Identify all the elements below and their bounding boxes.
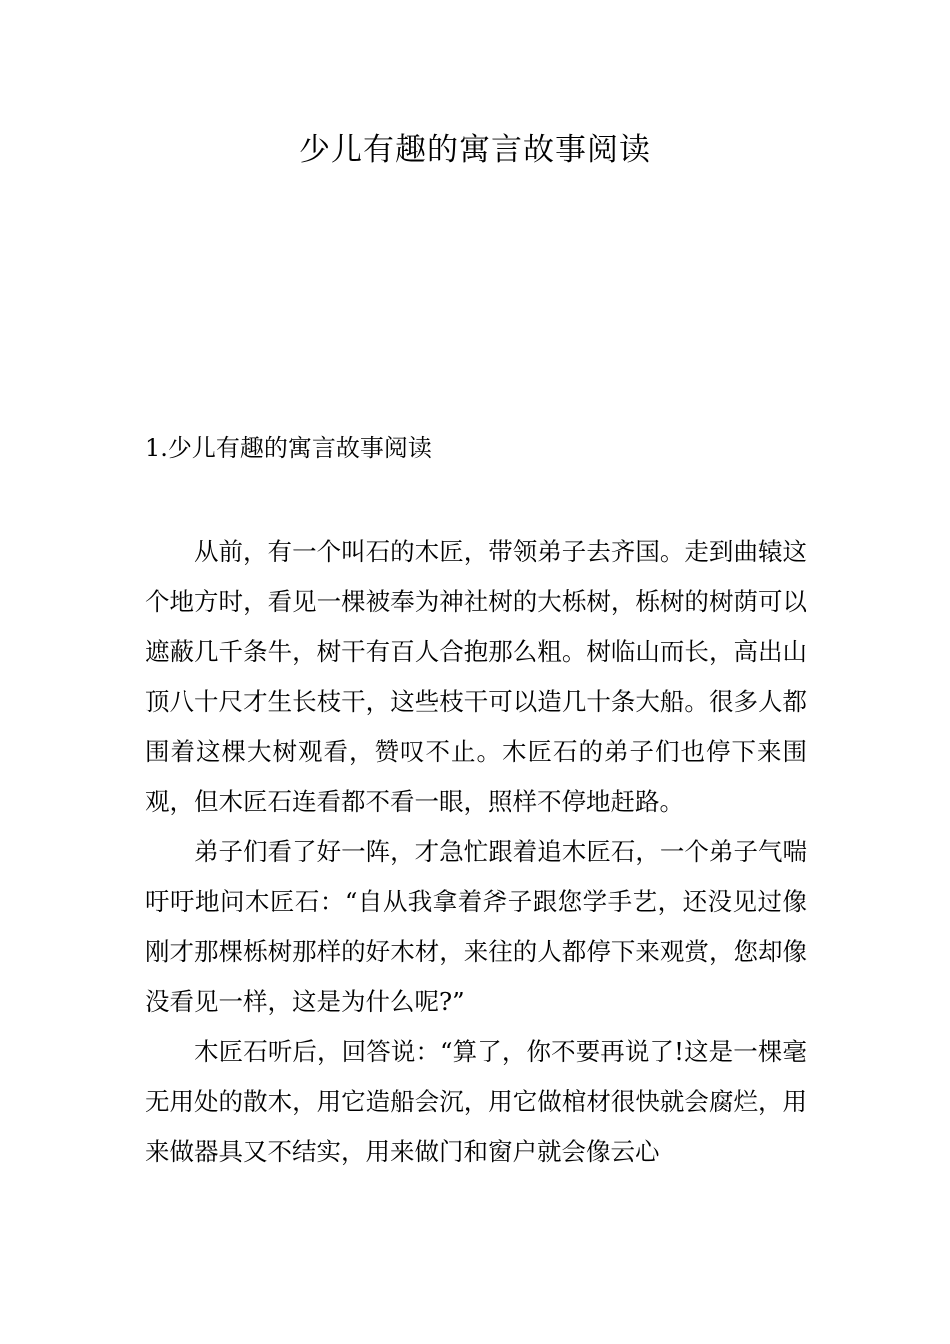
- story-paragraph: 从前，有一个叫石的木匠，带领弟子去齐国。走到曲辕这个地方时，看见一棵被奉为神社树的大栎树，栎树的树荫可以遮蔽几千条牛，树干有百人合抱那么粗。树临山而长，高出山顶八十尺才生长枝干，这些枝干可以造几十条大船。很多人都围着这棵大树观看，赞叹不止。木匠石的弟子们也停下来围观，但木匠石连看都不看一眼，照样不停地赶路。: [145, 537, 807, 816]
- story-paragraph: 弟子们看了好一阵，才急忙跟着追木匠石，一个弟子气喘吁吁地问木匠石：“自从我拿着斧子跟您学手艺，还没见过像刚才那棵栎树那样的好木材，来往的人都停下来观赏，您却像没看见一样，这是为什么呢?”: [145, 837, 807, 1016]
- document-title: 少儿有趣的寓言故事阅读: [299, 132, 651, 168]
- story-body: [145, 527, 807, 1177]
- section-heading: 1.少儿有趣的寓言故事阅读: [145, 434, 432, 462]
- story-paragraph: 木匠石听后，回答说：“算了，你不要再说了!这是一棵毫无用处的散木，用它造船会沉，用它做棺材很快就会腐烂，用来做器具又不结实，用来做门和窗户就会像云心: [145, 1037, 807, 1166]
